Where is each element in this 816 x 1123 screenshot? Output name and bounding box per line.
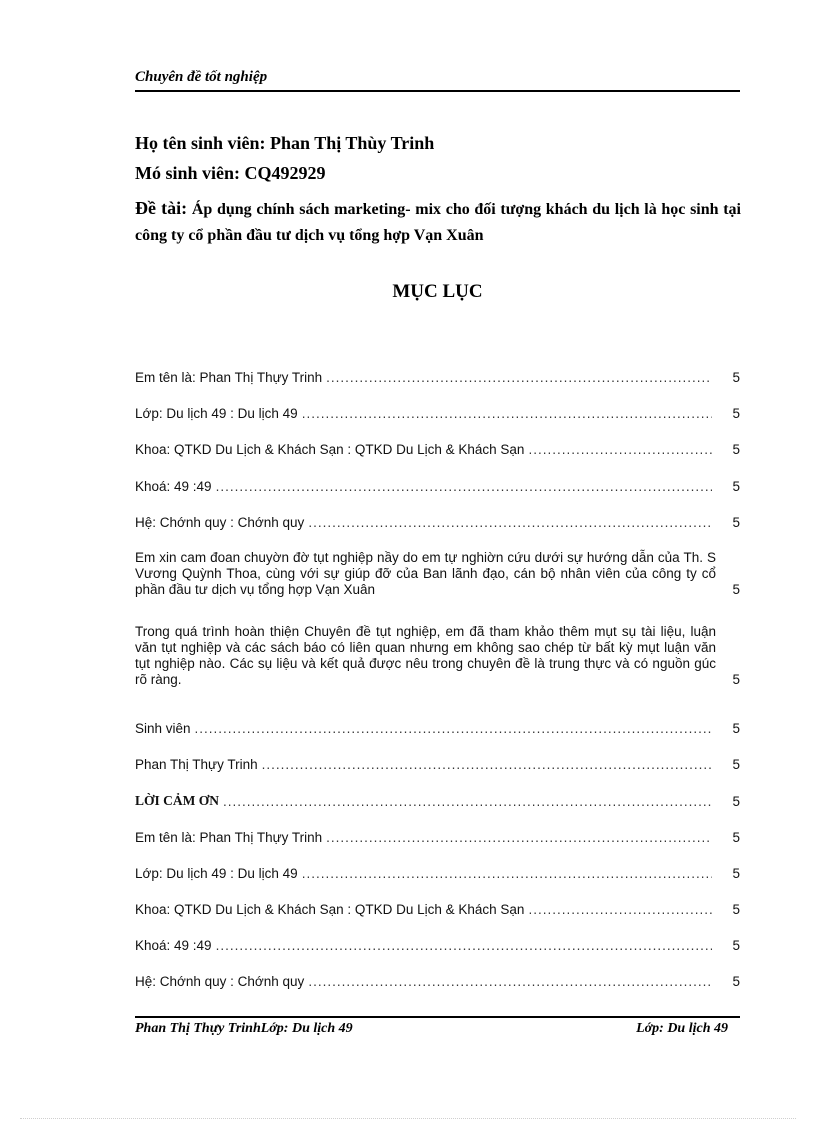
footer-left: Phan Thị Thựy TrinhLớp: Du lịch 49 [135, 1021, 353, 1036]
toc-entry[interactable] [135, 406, 740, 421]
toc-page-number: 5 [732, 442, 740, 457]
toc-entry[interactable] [135, 624, 740, 688]
toc-leader [302, 406, 712, 421]
toc-entry-text: Sinh viên [135, 721, 191, 736]
toc-entry-text: Phan Thị Thựy Trinh [135, 757, 258, 772]
toc-page-number: 5 [732, 866, 740, 881]
toc-leader [326, 370, 712, 385]
toc-page-number: 5 [732, 757, 740, 772]
toc-entry-text: Khoá: 49 :49 [135, 938, 212, 953]
toc-heading: MỤC LỤC [392, 281, 483, 302]
footer-right: Lớp: Du lịch 49 [636, 1021, 728, 1036]
toc-entry-text: Lớp: Du lịch 49 : Du lịch 49 [135, 406, 298, 421]
toc-leader [308, 515, 712, 530]
toc-page-number: 5 [732, 515, 740, 530]
toc-page-number: 5 [732, 672, 740, 687]
toc-entry-text: LỜI CẢM ƠN [135, 793, 219, 808]
toc-leader [528, 902, 712, 917]
toc-entry[interactable] [135, 938, 740, 953]
toc-leader [326, 830, 712, 845]
toc-leader [223, 794, 712, 809]
header-title: Chuyên đề tốt nghiệp [135, 69, 268, 85]
toc-leader [308, 974, 712, 989]
toc-entry-text: Em tên là: Phan Thị Thựy Trinh [135, 370, 323, 385]
toc-page-number: 5 [732, 938, 740, 953]
toc-entry[interactable] [135, 830, 740, 845]
topic [135, 195, 741, 249]
page-edge [20, 1118, 796, 1119]
toc-entry[interactable] [135, 370, 740, 385]
topic-label: Đề tài: [135, 198, 188, 218]
toc-entry[interactable] [135, 902, 740, 917]
toc-entry[interactable] [135, 866, 740, 881]
toc-page-number: 5 [732, 794, 740, 809]
topic-text: Áp dụng chính sách marketing- mix cho đối tượng khách du lịch là học sinh tại công ty cổ phần đầu tư dịch vụ tổng hợp Vạn Xuân [135, 201, 742, 244]
toc-entry-text: Hệ: Chớnh quy : Chớnh quy [135, 515, 305, 530]
toc-leader [262, 757, 712, 772]
toc-entry[interactable] [135, 479, 740, 494]
toc-entry[interactable] [135, 721, 740, 736]
toc-page-number: 5 [732, 902, 740, 917]
student-id: Mó sinh viên: CQ492929 [135, 163, 326, 183]
toc-entry[interactable] [135, 442, 740, 457]
toc-entry[interactable] [135, 515, 740, 530]
toc-page-number: 5 [732, 721, 740, 736]
toc-entry-text: Khoá: 49 :49 [135, 479, 212, 494]
footer-divider [135, 1016, 740, 1018]
toc-entry[interactable] [135, 757, 740, 772]
toc-entry-text: Khoa: QTKD Du Lịch & Khách Sạn : QTKD Du Lịch & Khách Sạn [135, 902, 525, 917]
toc-leader [216, 938, 712, 953]
toc-entry-text: Hệ: Chớnh quy : Chớnh quy [135, 974, 305, 989]
toc-leader [195, 721, 712, 736]
toc-entry[interactable] [135, 974, 740, 989]
toc-entry-text: Em xin cam đoan chuyờn đờ tụt nghiệp nầy do em tự nghiờn cứu dưới sự hướng dẫn của Th. S Vương Quỳnh Thoa, cùng với sự giúp đỡ của Ban lãnh đạo, cán bộ nhân viên của công ty cổ phần đầu tư dịch vụ tổng hợp Vạn Xuân [135, 550, 716, 597]
toc-entry[interactable] [135, 793, 740, 809]
toc-entry[interactable] [135, 550, 740, 598]
student-name: Họ tên sinh viên: Phan Thị Thùy Trinh [135, 133, 435, 153]
toc-page-number: 5 [732, 974, 740, 989]
toc-page-number: 5 [732, 479, 740, 494]
toc-leader [528, 442, 712, 457]
toc-page-number: 5 [732, 406, 740, 421]
toc-entry-text: Em tên là: Phan Thị Thựy Trinh [135, 830, 323, 845]
toc-leader [302, 866, 712, 881]
toc-page-number: 5 [732, 370, 740, 385]
header-divider [135, 90, 740, 92]
toc-page-number: 5 [732, 582, 740, 597]
toc-entry-text: Trong quá trình hoàn thiện Chuyên đề tụt nghiệp, em đã tham khảo thêm mụt sụ tài liệu, luận văn tụt nghiệp và các sách báo có liên quan nhưng em không sao chép từ bất kỳ mụt luận văn tụt nghiệp nào. Các sụ liệu và kết quả được nêu trong chuyên đề là trung thực và có nguồn gúc rõ ràng. [135, 624, 716, 687]
toc-page-number: 5 [732, 830, 740, 845]
toc-leader [216, 479, 712, 494]
toc-entry-text: Khoa: QTKD Du Lịch & Khách Sạn : QTKD Du Lịch & Khách Sạn [135, 442, 525, 457]
toc-entry-text: Lớp: Du lịch 49 : Du lịch 49 [135, 866, 298, 881]
